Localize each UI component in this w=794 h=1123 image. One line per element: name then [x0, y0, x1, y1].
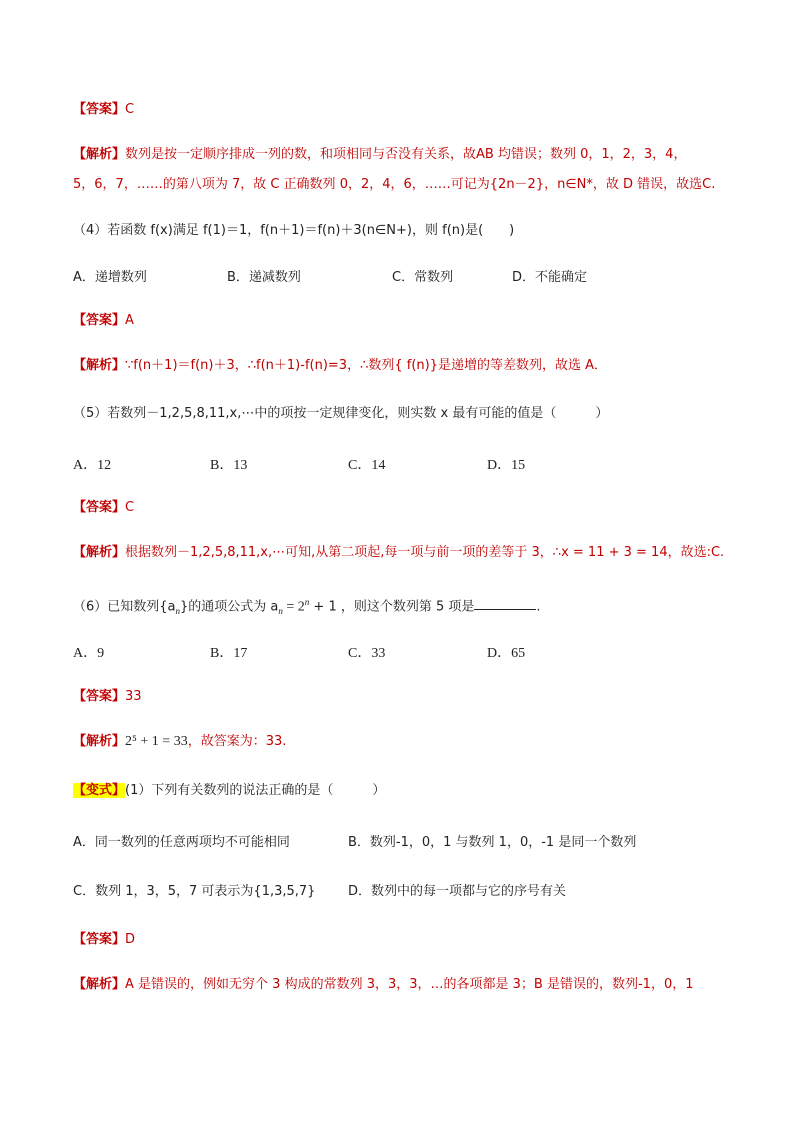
answer-tag: 【答案】 [73, 313, 126, 328]
q3-answer [73, 100, 134, 120]
q5-option-c: C．14 [348, 458, 386, 473]
q6-option-a: A．9 [73, 646, 105, 661]
q5-option-d: D．15 [487, 458, 526, 473]
q6-stem-mid: }的通项公式为 a [180, 599, 279, 615]
q4-option-a: A．递增数列 [73, 270, 147, 285]
variant-option-c: C．数列 1，3，5，7 可表示为{1,3,5,7} [73, 884, 316, 899]
q6-option-d: D．65 [487, 646, 526, 661]
q6-option-c: C．33 [348, 646, 386, 661]
q6-option-b: B．17 [210, 646, 248, 661]
analysis-text: ，故答案为：33. [187, 734, 287, 749]
analysis-tag: 【解析】 [73, 147, 126, 162]
answer-tag: 【答案】 [73, 102, 126, 117]
q5-stem: （5）若数列－1,2,5,8,11,x,⋯中的项按一定规律变化，则实数 x 最有可能的值是（ ） [73, 406, 609, 421]
analysis-formula: 2⁵ + 1 = 33 [125, 734, 188, 749]
analysis-tag: 【解析】 [73, 545, 126, 560]
q5-option-b: B．13 [210, 458, 248, 473]
answer-value: A [125, 313, 134, 328]
q5-answer [73, 498, 134, 518]
answer-value: 33 [125, 689, 142, 704]
q6-stem-end: . [536, 599, 541, 615]
answer-value: C [125, 500, 135, 515]
answer-blank [474, 596, 536, 610]
q6-answer [73, 687, 142, 707]
variant-stem-text: (1）下列有关数列的说法正确的是（ ） [125, 783, 386, 798]
variant-stem [73, 781, 385, 801]
answer-tag: 【答案】 [73, 932, 126, 947]
analysis-text: A 是错误的，例如无穷个 3 构成的常数列 3，3，3，…的各项都是 3；B 是错误的，数列-1，0，1 [125, 977, 694, 992]
q4-option-c: C．常数列 [392, 270, 454, 285]
q3-analysis-line1 [73, 145, 686, 165]
answer-tag: 【答案】 [73, 500, 126, 515]
q5-analysis [73, 543, 724, 563]
answer-value: D [125, 932, 136, 947]
answer-value: C [125, 102, 135, 117]
answer-tag: 【答案】 [73, 689, 126, 704]
q6-stem-after: + 1 ，则这个数列第 5 项是 [309, 599, 475, 615]
q4-option-b: B．递减数列 [227, 270, 301, 285]
q4-option-d: D．不能确定 [512, 270, 588, 285]
q4-stem: （4）若函数 f(x)满足 f(1)＝1，f(n＋1)＝f(n)＋3(n∈N+)，则 f(n)是( ) [73, 223, 515, 238]
analysis-text: ∵f(n＋1)＝f(n)＋3，∴f(n＋1)-f(n)=3，∴数列{ f(n)}是递增的等差数列，故选 A． [125, 358, 607, 373]
variant-tag: 【变式】 [73, 783, 126, 798]
analysis-tag: 【解析】 [73, 977, 126, 992]
q6-stem: （6）已知数列$\{a_n\}$的通项公式为 $a_n = 2^n + 1$ ，则这个数列第 5 项是 . [73, 597, 541, 616]
q4-analysis [73, 356, 607, 376]
variant-option-d: D．数列中的每一项都与它的序号有关 [348, 884, 567, 899]
q6-analysis [73, 732, 286, 752]
q4-answer [73, 311, 134, 331]
variant-option-b: B．数列-1，0，1 与数列 1，0，-1 是同一个数列 [348, 835, 637, 850]
q6-stem-formula: = 2 [282, 599, 305, 615]
variant-analysis [73, 975, 693, 995]
q5-option-a: A．12 [73, 458, 112, 473]
analysis-text: 数列是按一定顺序排成一列的数，和项相同与否没有关系，故AB 均错误；数列 0，1，2，3，4， [125, 147, 687, 162]
analysis-tag: 【解析】 [73, 358, 126, 373]
q6-stem-before: （6）已知数列{a [73, 599, 176, 615]
variant-answer [73, 930, 135, 950]
q3-analysis-line2: 5，6，7，……的第八项为 7，故 C 正确数列 0，2，4，6，……可记为{2n－2}，n∈N*，故 D 错误，故选C. [73, 177, 716, 192]
analysis-tag: 【解析】 [73, 734, 126, 749]
variant-option-a: A．同一数列的任意两项均不可能相同 [73, 835, 290, 850]
analysis-text: 根据数列－1,2,5,8,11,x,⋯可知,从第二项起,每一项与前一项的差等于 3，∴x = 11 + 3 = 14，故选:C. [125, 545, 725, 560]
